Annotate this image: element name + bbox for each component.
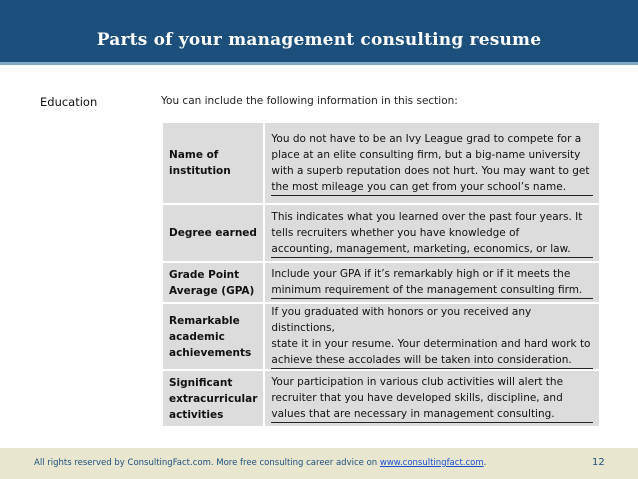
row-description-line: state it in your resume. Your determination and hard work to [271,338,591,350]
row-description-line: minimum requirement of the management consulting firm. [271,282,593,299]
row-label-line: Significant [169,376,233,389]
row-label [162,370,264,427]
table-row [162,262,600,303]
row-label-line: achievements [169,346,252,359]
row-label [162,303,264,370]
row-description [264,204,600,262]
table-row [162,122,600,204]
row-label-line: Name of [169,149,219,161]
row-description-line: Your participation in various club activities will alert the [271,376,564,388]
slide-title: Parts of your management consulting resume [96,30,542,50]
section-label: Education [40,95,98,109]
education-table [161,121,601,428]
row-label [162,262,264,303]
row-label [162,122,264,204]
intro-text: You can include the following information in this section: [161,95,458,107]
row-label-line: academic [169,330,225,343]
row-label-line: activities [169,408,224,421]
row-label-line: institution [169,165,231,177]
row-description [264,122,600,204]
row-description [264,370,600,427]
row-description-line: This indicates what you learned over the past four years. It [271,210,583,223]
row-description-line: values that are necessary in management consulting. [271,406,593,423]
row-label-line: Average (GPA) [169,284,255,297]
table-row [162,370,600,427]
row-label-line: Grade Point [169,268,240,281]
row-description-line: tells recruiters whether you have knowledge of [271,226,520,239]
row-description-line: achieve these accolades will be taken into consideration. [271,352,593,369]
website-link[interactable]: www.consultingfact.com [379,458,484,468]
footer [0,448,638,479]
row-description-line: place at an elite consulting firm, but a big-name university [271,148,581,161]
row-description-line: the most mileage you can get from your school’s name. [271,179,593,196]
row-description-line: with a superb reputation does not hurt. You may want to get [271,164,590,177]
row-label [162,204,264,262]
table-row [162,204,600,262]
copyright-text: All rights reserved by ConsultingFact.com. More free consulting career advice on [34,458,380,468]
title-bar [0,0,638,65]
footer-text [34,458,486,468]
row-description-line: recruiter that you have developed skills, discipline, and [271,392,563,404]
row-description [264,262,600,303]
page-number: 12 [592,457,605,468]
row-description-line: If you graduated with honors or you received any distinctions, [271,306,532,334]
row-description-line: accounting, management, marketing, economics, or law. [271,241,593,258]
row-label-line: extracurricular [169,392,258,405]
row-description-line: Include your GPA if it’s remarkably high or if it meets the [271,268,571,280]
footer-suffix: . [483,458,487,468]
row-label-line: Degree earned [169,227,257,239]
row-label-line: Remarkable [169,314,240,327]
table-row [162,303,600,370]
row-description [264,303,600,370]
row-description-line: You do not have to be an Ivy League grad to compete for a [271,132,582,145]
